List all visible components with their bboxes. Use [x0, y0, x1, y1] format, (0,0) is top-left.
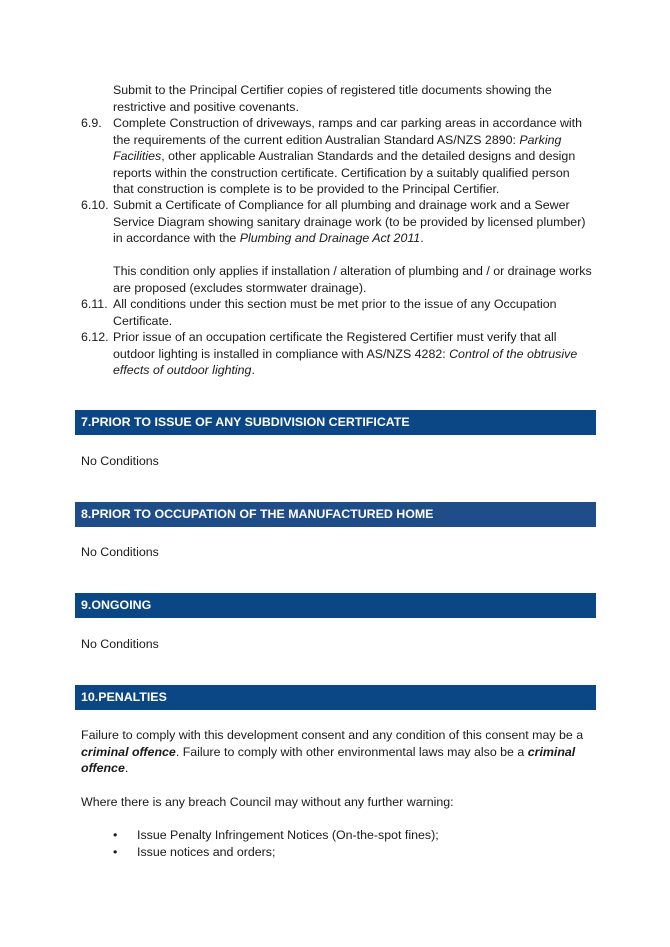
list-item-text: Issue notices and orders;	[137, 845, 276, 859]
section-heading-9: 9.ONGOING	[75, 593, 596, 618]
penalties-paragraph: Failure to comply with this development consent and any condition of this consent may be a criminal offence. Failure to comply with other environmental laws may also be a criminal offence.	[81, 728, 584, 775]
condition-text: Complete Construction of driveways, ramps and car parking areas in accordance with the requirements of the current edition Australian Standard AS/NZS 2890: Parking Facilities, other applicable Australian Standards and the detailed designs and design reports within the construction certificate. Certification by a suitably qualified person that construction is complete is to be provided to the Principal Certifier.	[113, 116, 582, 196]
section-8-body: No Conditions	[81, 545, 159, 559]
condition-number: 6.12.	[81, 330, 109, 344]
condition-number: 6.9.	[81, 116, 102, 130]
section-7-body: No Conditions	[81, 454, 159, 468]
section-heading-10: 10.PENALTIES	[75, 685, 596, 710]
section-heading-7: 7.PRIOR TO ISSUE OF ANY SUBDIVISION CERTIFICATE	[75, 410, 596, 435]
bullet-icon: •	[113, 845, 118, 859]
list-item-text: Issue Penalty Infringement Notices (On-the-spot fines);	[137, 828, 439, 842]
section-heading-8: 8.PRIOR TO OCCUPATION OF THE MANUFACTURED HOME	[75, 502, 596, 527]
breach-paragraph: Where there is any breach Council may without any further warning:	[81, 795, 454, 809]
condition-text: Prior issue of an occupation certificate the Registered Certifier must verify that all outdoor lighting is installed in compliance with AS/NZS 4282: Control of the obtrusive effects of outdoor lighting.	[113, 330, 578, 377]
section-9-body: No Conditions	[81, 637, 159, 651]
condition-text: All conditions under this section must be met prior to the issue of any Occupation Certificate.	[113, 297, 557, 328]
condition-number: 6.11.	[81, 297, 108, 311]
condition-intro-text: Submit to the Principal Certifier copies of registered title documents showing the restrictive and positive covenants.	[113, 83, 552, 114]
condition-note: This condition only applies if installation / alteration of plumbing and / or drainage works are proposed (excludes stormwater drainage).	[113, 264, 592, 295]
condition-text: Submit a Certificate of Compliance for all plumbing and drainage work and a Sewer Service Diagram showing sanitary drainage work (to be provided by licensed plumber) in accordance with the Plumbing and Drainage Act 2011.	[113, 198, 586, 245]
condition-number: 6.10.	[81, 198, 109, 212]
bullet-icon: •	[113, 828, 118, 842]
